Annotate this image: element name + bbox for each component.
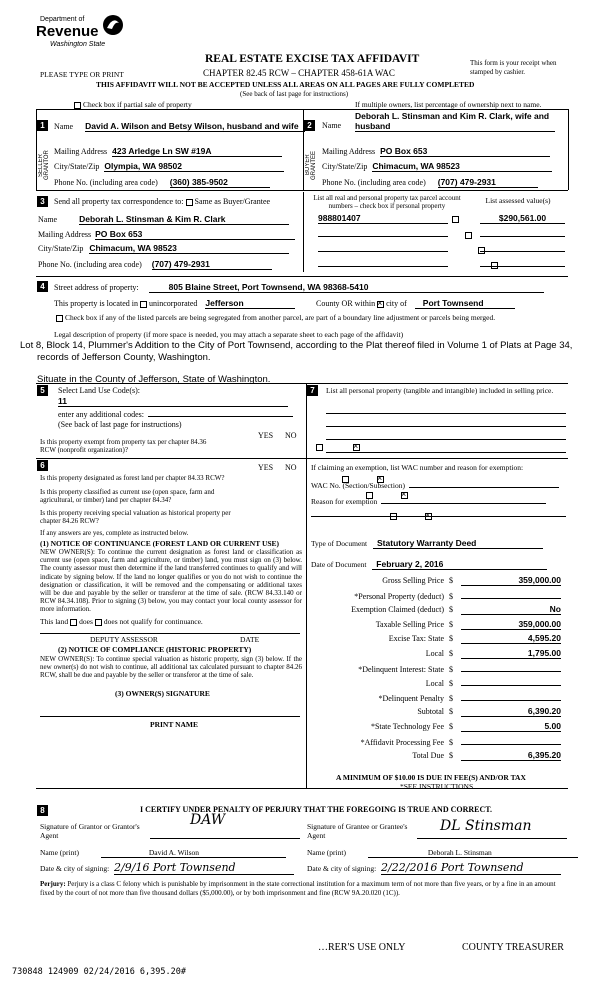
sec5-yes: YES [258,431,274,440]
segregated-label: Check box if any of the listed parcels are being segregated from another parcel, are part of a boundary line adjustment or parcels being merged. [65,313,496,322]
calc-row [306,692,561,703]
calc-row [306,736,561,747]
located-label: This property is located in [54,299,138,308]
calc-value: 359,000.00 [461,575,561,586]
calc-value [461,590,561,599]
buyer-name-2: husband [355,121,555,132]
calc-label: Subtotal [417,707,444,717]
assessed-header: List assessed value(s) [485,196,551,205]
reason-label: Reason for exemption [311,497,378,506]
parcels-header: List all real and personal property tax parcel account numbers – check box if personal property [313,194,461,210]
exemption-label: If claiming an exemption, list WAC number and reason for exemption: [311,463,524,472]
tax-corr-label: Send all property tax correspondence to: [54,197,184,206]
grantee-name: Deborah L. Stinsman [368,848,578,858]
buyer-mail: PO Box 653 [380,146,550,157]
notice-line: THIS AFFIDAVIT WILL NOT BE ACCEPTED UNLESS ALL AREAS ON ALL PAGES ARE FULLY COMPLETED [96,80,475,89]
section-6-marker: 6 [37,460,48,471]
parcel-personal-checkbox-2[interactable] [465,232,472,239]
buyer-phone-label: Phone No. (including area code) [322,178,426,187]
see-back-note: (See back of last page for instructions) [240,90,349,98]
unincorporated-checkbox[interactable] [140,301,147,308]
perjury-notice [40,880,568,898]
calc-label: Taxable Selling Price [375,619,444,629]
compliance-title: (2) NOTICE OF COMPLIANCE (HISTORIC PROPERTY) [58,645,252,654]
land-does-checkbox[interactable] [70,619,77,626]
grantee-signature: DL Stinsman [440,818,532,834]
county-or-label: County OR within [316,299,376,308]
exempt-question: Is this property exempt from property tax per chapter 84.36 RCW (nonprofit organization)? [40,438,207,454]
forest-question: Is this property designated as forest land per chapter 84.33 RCW? [40,474,225,482]
tax-mail-label: Mailing Address [38,230,92,239]
calc-row [306,590,561,601]
section-7-marker: 7 [307,385,318,396]
land-use-code: 11 [58,396,288,407]
grantee-date: 2/22/2016 Port Townsend [381,861,561,875]
tax-name: Deborah L. Stinsman & Kim R. Clark [79,214,289,225]
dollar-sign: $ [449,649,453,658]
county-treasurer-label: COUNTY TREASURER [462,942,564,953]
calc-value: No [461,604,561,615]
reason-field[interactable] [381,496,546,504]
calc-value: 359,000.00 [461,619,561,630]
dor-logo [36,14,131,54]
additional-codes-field[interactable] [148,409,293,417]
doc-type-label: Type of Document [311,539,368,548]
partial-sale-checkbox[interactable] [74,102,81,109]
parcel-number: 988801407 [318,213,448,224]
additional-codes-label: enter any additional codes: [58,410,144,419]
perjury-label: Perjury: [40,880,66,888]
calc-label: Excise Tax: State [388,634,444,644]
calc-row [306,721,561,732]
perjury-text: Perjury is a class C felony which is punishable by imprisonment in the state correctional institution for a maximum term of not more than five years, or by a fine in an amount fixed by the court of not more than five thousand dollars ($5,000.00), or by both imprisonment and fine (RCW 9A.20.020 (1C)). [40,880,556,897]
street-address: 805 Blaine Street, Port Townsend, WA 98368-5410 [149,282,544,293]
calc-label: *State Technology Fee [370,722,444,731]
deputy-date-label: DATE [240,635,260,644]
section-3-marker: 3 [37,196,48,207]
buyer-name-1: Deborah L. Stinsman and Kim R. Clark, wife and [355,111,550,121]
seller-phone: (360) 385-9502 [170,177,270,188]
situate-line: Situate in the County of Jefferson, State of Washington. [37,374,271,385]
calc-value: 1,795.00 [461,648,561,659]
calc-value: 4,595.20 [461,633,561,644]
calc-value [461,663,561,672]
county-value: Jefferson [205,298,295,309]
compliance-text: NEW OWNER(S): To continue special valuation as historic property, sign (3) below. If the new owner(s) do not wish to continue, all additional tax calculated pursuant to chapter 84.26 RCW, shall be due and payable by the seller or transferor at the time of sale. [40,655,302,680]
dollar-sign: $ [449,664,453,674]
calc-value [461,677,561,686]
grantor-date-label: Date & city of signing: [40,864,110,873]
grantee-name-label: Name (print) [307,848,346,857]
does-not-label: does not qualify for continuance. [103,617,203,626]
form-chapter: CHAPTER 82.45 RCW – CHAPTER 458-61A WAC [203,68,395,78]
grantor-name-label: Name (print) [40,848,79,857]
calc-label: *Delinquent Penalty [378,693,444,703]
legal-line-2: records of Jefferson County, Washington. [37,352,211,363]
type-print-note: PLEASE TYPE OR PRINT [40,70,124,79]
seller-city-label: City/State/Zip [54,162,100,171]
parcel-personal-checkbox-1[interactable] [452,216,459,223]
land-use-label: Select Land Use Code(s): [58,386,140,395]
dollar-sign: $ [449,634,453,644]
owner-signature-label: (3) OWNER(S) SIGNATURE [115,689,210,698]
sec6-yes: YES [258,463,274,472]
city-value: Port Townsend [415,298,515,309]
tax-mail: PO Box 653 [95,229,295,240]
receipt-note: This form is your receipt when stamped by cashier. [470,59,557,76]
calc-label: Gross Selling Price [382,576,444,585]
form-title: REAL ESTATE EXCISE TAX AFFIDAVIT [205,53,420,65]
calc-value: 6,395.20 [461,750,561,761]
doc-date: February 2, 2016 [372,559,547,570]
sec6-no: NO [285,463,297,472]
buyer-name-label: Name [322,121,342,130]
assessed-value: $290,561.00 [480,213,565,224]
land-does-not-checkbox[interactable] [95,619,102,626]
seller-phone-label: Phone No. (including area code) [54,178,158,187]
grantor-signature: DAW [190,812,226,828]
tax-city-label: City/State/Zip [38,244,84,253]
buyer-phone: (707) 479-2931 [438,177,538,188]
seller-city: Olympia, WA 98502 [104,161,284,172]
doc-type: Statutory Warranty Deed [373,538,543,549]
calc-value: 5.00 [461,721,561,732]
wac-field[interactable] [409,480,559,488]
section-5-marker: 5 [37,385,48,396]
calc-label: *Affidavit Processing Fee [360,737,444,747]
calc-row [306,604,561,615]
seller-mail-label: Mailing Address [54,147,108,156]
deputy-assessor-label: DEPUTY ASSESSOR [90,635,158,644]
calc-row [306,706,561,717]
print-name-label: PRINT NAME [150,720,198,729]
continuance-title: (1) NOTICE OF CONTINUANCE (FOREST LAND OR CURRENT USE) [40,539,280,548]
segregated-checkbox[interactable] [56,315,63,322]
grantor-date: 2/9/16 Port Townsend [114,861,294,875]
same-as-buyer-label: Same as Buyer/Grantee [194,197,271,206]
grantor-signature-label: Signature of Grantor or Grantor's Agent [40,822,140,840]
treasurer-stamp: 730848 124909 02/24/2016 6,395.20# [12,967,186,977]
section-1-marker: 1 [37,120,48,131]
dollar-sign: $ [449,679,453,689]
calc-row [306,677,561,688]
calc-label: *Personal Property (deduct) [354,591,444,601]
calc-label: Local [425,649,444,658]
same-as-buyer-checkbox[interactable] [186,199,193,206]
multi-owner-note: If multiple owners, list percentage of ownership next to name. [355,100,542,109]
dollar-sign: $ [449,591,453,601]
seller-mail: 423 Arledge Ln SW #19A [112,146,282,157]
calc-label: Local [425,679,444,689]
see-instructions: *SEE INSTRUCTIONS [400,782,474,791]
within-city-checkbox[interactable] [377,301,384,308]
section-8-marker: 8 [37,805,48,816]
dollar-sign: $ [449,737,453,747]
sec5-no: NO [285,431,297,440]
calc-label: Exemption Claimed (deduct) [351,605,444,615]
calc-row [306,633,561,644]
current-use-question: Is this property classified as current use (open space, farm and agricultural, or timber) land per chapter 84.34? [40,488,215,504]
calc-row [306,648,561,659]
calc-value: 6,390.20 [461,706,561,717]
dor-swirl-icon [102,14,124,36]
wac-label: WAC No. (Section/Subsection) [311,481,405,490]
agency-line2: Revenue [36,23,99,40]
calc-value [461,736,561,745]
personal-property-label: List all personal property (tangible and intangible) included in selling price. [326,386,554,395]
calc-label: Total Due [412,751,444,761]
dollar-sign: $ [449,605,453,615]
dollar-sign: $ [449,576,453,585]
dollar-sign: $ [449,693,453,703]
calc-row [306,663,561,674]
partial-sale-label: Check box if partial sale of property [83,100,192,109]
minimum-due-note: A MINIMUM OF $10.00 IS DUE IN FEE(S) AND/OR TAX [336,773,526,782]
grantee-signature-label: Signature of Grantee or Grantee's Agent [307,822,408,840]
tax-phone-label: Phone No. (including area code) [38,260,142,269]
calc-row [306,750,561,761]
section-2-marker: 2 [304,120,315,131]
calc-label: *Delinquent Interest: State [358,664,444,674]
continuance-text: NEW OWNER(S): To continue the current designation as forest land or classification as current use (open space, farm and agriculture, or timber) land, you must sign on (3) below. The county assessor must then determine if the land transferred continues to qualify and will indicate by signing below. If the land no longer qualifies or you do not wish to continue the designation or classification, it will be removed and the compensating or additional taxes will be due and payable by the seller or transferor at the time of sale. (RCW 84.33.140 or RCW 84.34.108). Prior to signing (3) below, you may contact your local county assessor for more information. [40,548,302,614]
grantor-name: David A. Wilson [101,848,286,858]
city-of-label: city of [386,299,407,308]
historic-question: Is this property receiving special valuation as historical property per chapter 84.26 RCW? [40,509,231,525]
dollar-sign: $ [449,722,453,731]
street-label: Street address of property: [54,283,139,292]
exempt-no-checkbox[interactable] [353,444,360,451]
doc-date-label: Date of Document [311,560,367,569]
legal-label: Legal description of property (if more space is needed, you may attach a separate sheet to each page of the affidavit) [54,330,404,339]
does-label: does [79,617,93,626]
if-yes-note: If any answers are yes, complete as instructed below. [40,529,189,537]
dollar-sign: $ [449,751,453,761]
buyer-city: Chimacum, WA 98523 [372,161,552,172]
tax-phone: (707) 479-2931 [152,259,272,270]
exempt-yes-checkbox[interactable] [316,444,323,451]
grantee-date-label: Date & city of signing: [307,864,377,873]
calc-row [306,575,561,586]
this-land-label: This land [40,617,69,626]
dollar-sign: $ [449,619,453,629]
unincorporated-label: unincorporated [148,299,198,308]
seller-name: David A. Wilson and Betsy Wilson, husband and wife [85,121,305,132]
buyer-side-label: BUYER GRANTEE [305,150,317,180]
seller-name-label: Name [54,122,74,131]
land-use-see-back: (See back of last page for instructions) [58,420,182,429]
agency-line3: Washington State [50,41,106,48]
seller-side-label: SELLER GRANTOR [38,150,50,180]
tax-name-label: Name [38,215,58,224]
legal-line-1: Lot 8, Block 14, Plummer's Addition to the City of Port Townsend, according to the Plat thereof filed in Volume 1 of Plats at Page 34, [20,340,573,351]
calc-row [306,619,561,630]
tax-city: Chimacum, WA 98523 [89,243,289,254]
partial-sale-row [72,100,192,109]
calc-value [461,692,561,701]
certify-line: I CERTIFY UNDER PENALTY OF PERJURY THAT THE FOREGOING IS TRUE AND CORRECT. [140,805,493,814]
buyer-mail-label: Mailing Address [322,147,376,156]
buyer-city-label: City/State/Zip [322,162,368,171]
treasurer-use-only: …RER'S USE ONLY [318,942,406,953]
dollar-sign: $ [449,707,453,717]
agency-line1: Department of [40,16,85,23]
section-4-marker: 4 [37,281,48,292]
